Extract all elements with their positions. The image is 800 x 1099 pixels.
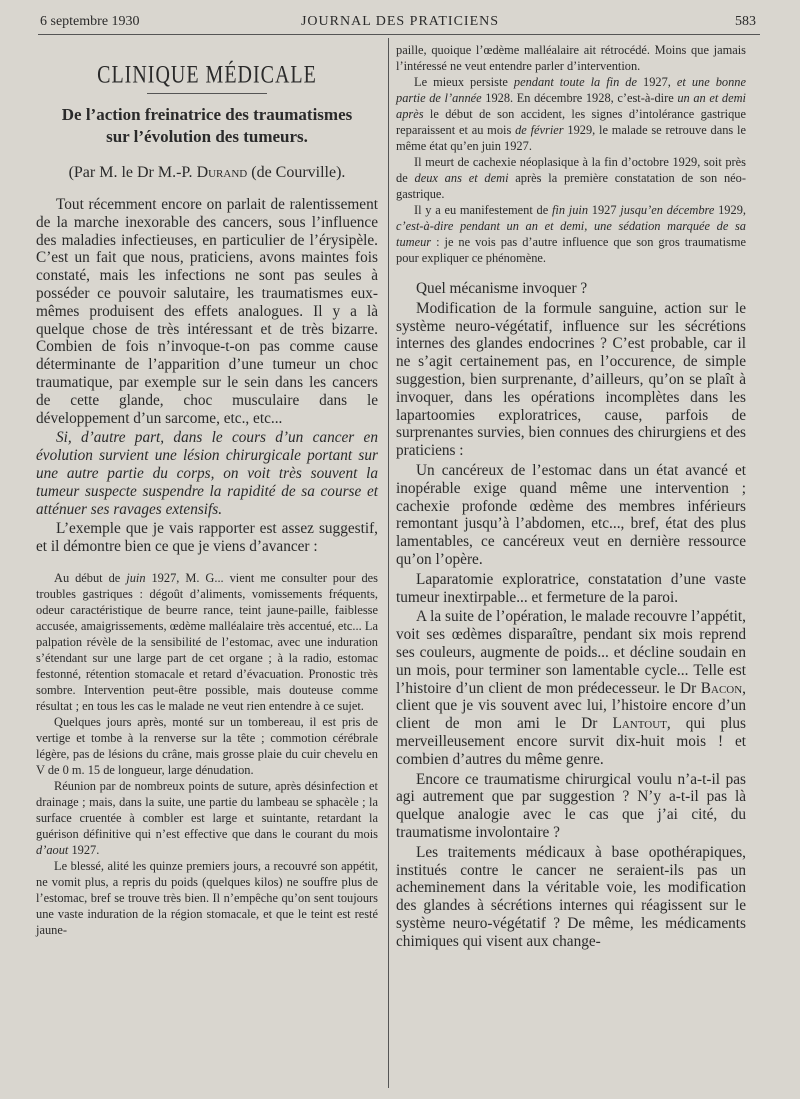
intro-text — [36, 196, 378, 556]
paragraph-laparatomy: Laparatomie exploratrice, constatation d’une vaste tumeur inextirpable... et fermeture de la paroi. — [396, 570, 746, 606]
case-paragraph-8: Il y a eu manifestement de fin juin 1927 jusqu’en décembre 1929, c’est-à-dire pendant un an et demi, une sédation marquée de sa tumeur : je ne vois pas d’autre influence que son gros traumatisme pour expliquer ce phénomène. — [396, 203, 746, 265]
left-column — [36, 42, 378, 938]
case-report — [36, 570, 378, 938]
case-paragraph-5: paille, quoique l’œdème malléalaire ait rétrocédé. Moins que jamais l’intéressé ne veut entendre parler d’intervention. — [396, 43, 746, 73]
byline-suffix: (de Courville). — [251, 164, 346, 181]
paragraph-cancer-case: Un cancéreux de l’estomac dans un état avancé et inopérable exige quand même une intervention ; cachexie profonde œdème des membres inférieurs remontant jusqu’à l’abdomen, etc..., bref, état des plus lamentables, ce cancéreux veut en dernière ressource qu’on l’opère. — [396, 461, 746, 568]
issue-date: 6 septembre 1930 — [40, 14, 140, 29]
journal-title: JOURNAL DES PRATICIENS — [300, 14, 500, 29]
article-title-line-1: De l’action freinatrice des traumatismes — [61, 105, 353, 124]
byline — [36, 164, 378, 182]
paragraph-mechanism: Modification de la formule sanguine, action sur le système neuro-végétatif, influence sur les sécrétions internes des glandes endocrines ? C’est probable, car il ne s’agit certainement pas, en l’occurence, de simple suggestion, bien surprenante, d’ailleurs, qu’on se plaît à invoquer, dans les opérations incomplètes dans les lapartoomies exploratrices, cause, parfois de surprenantes survies, bien connues des chirurgiens et des praticiens : — [396, 299, 746, 460]
paragraph-outcome: A la suite de l’opération, le malade recouvre l’appétit, voit ses œdèmes disparaître, pendant six mois reprend ses couleurs, augmente de poids... et décline soudain en un mois, pour terminer son lamentable cycle... Telle est l’histoire d’un client de mon prédecesseur. le Dr Bacon, client que je vis souvent avec lui, l’histoire encore d’un client de mon ami le Dr Lantout, qui plus merveilleusement encore survit dix-huit mois ! et combien d’autres du même genre. — [396, 608, 746, 768]
paragraph-intro: Tout récemment encore on parlait de ralentissement de la marche inexorable des cancers, sous l’influence des maladies infectieuses, en particulier de l’érysipèle. C’est un fait que nous, praticiens, avons maintes fois constaté, mais les infections ne sont pas seules à posséder ce pouvoir salutaire, les traumatismes eux-mêmes produisent des effets analogues. Il y a là quelque chose de très intéressant et de très bizarre. Combien de fois n’invoque-t-on pas comme cause déterminante de l’apparition d’une tumeur un choc traumatique, par exemple sur le sein dans les cancers de cette glande, choc musculaire dans le développement d’un sarcome, etc., etc... — [36, 196, 378, 427]
header-rule — [38, 34, 760, 35]
case-paragraph-1: Au début de juin 1927, M. G... vient me consulter pour des troubles gastriques : dégoût d’aliments, vomissements fréquents, odeur caractéristique de beurre rance, teint jaune-paille, faiblesse accusée, amaigrissements, œdème malléalaire très accentué, etc... La palpation révèle de la sensibilité de l’estomac, avec une induration s’étendant sur une large part de cet organe ; à la radio, estomac festonné, rétention stomacale et retard d’évacuation. Pronostic très sombre. Intervention peut-être possible, mais douteuse comme résultat ; en tous les cas le malade ne veut rien entendre à ce sujet. — [36, 570, 378, 713]
running-head — [0, 0, 800, 34]
author-name: Durand — [196, 164, 248, 181]
paragraph-example-lead: L’exemple que je vais rapporter est assez suggestif, et il démontre bien ce que je viens d’avancer : — [36, 520, 378, 556]
article-title-line-2: sur l’évolution des tumeurs. — [106, 127, 308, 146]
paragraph-italic-thesis: Si, d’autre part, dans le cours d’un cancer en évolution survient une lésion chirurgicale portant sur une autre partie du corps, on voit très souvent la tumeur suspecte suspendre la rapidité de sa course et atténuer ses ravages extensifs. — [36, 429, 378, 518]
right-column — [396, 42, 746, 950]
case-report-continued — [396, 42, 746, 266]
case-paragraph-3: Réunion par de nombreux points de suture, après désinfection et drainage ; mais, dans la suite, une partie du lambeau se sphacèle ; la surface cruentée à combler est large et suintante, retardant la guérison définitive qui n’est effective que dans le courant du mois d’aout 1927. — [36, 778, 378, 857]
section-title: CLINIQUE MÉDICALE — [97, 61, 317, 89]
page-number: 583 — [735, 14, 756, 29]
case-paragraph-7: Il meurt de cachexie néoplasique à la fin d’octobre 1929, soit près de deux ans et demi après la première constatation de son néo-gastrique. — [396, 155, 746, 201]
byline-prefix: (Par M. le Dr M.-P. — [68, 164, 193, 181]
article-title — [36, 104, 378, 148]
case-paragraph-6: Le mieux persiste pendant toute la fin de 1927, et une bonne partie de l’année 1928. En décembre 1928, c’est-à-dire un an et demi après le début de son accident, les signes d’intolérance gastrique reparaissent et au mois de février 1929, le malade se retrouve dans le même état qu’en juin 1927. — [396, 75, 747, 153]
column-divider — [388, 38, 389, 1088]
title-rule — [147, 93, 267, 94]
case-paragraph-2: Quelques jours après, monté sur un tombereau, il est pris de vertige et tombe à la renverse sur la tête ; commotion cérébrale légère, pas de lésions du crâne, mais grosse plaie du cuir chevelu en V de 0 m. 15 de longueur, large dénudation. — [36, 714, 378, 777]
discussion-text — [396, 280, 746, 950]
paragraph-suggestion: Encore ce traumatisme chirurgical voulu n’a-t-il pas agi autrement que par suggestion ? N’y a-t-il pas là quelque analogie avec le cas que j’ai cité, du traumatisme involontaire ? — [396, 770, 746, 841]
paragraph-question: Quel mécanisme invoquer ? — [416, 280, 588, 297]
paragraph-treatments: Les traitements médicaux à base opothérapiques, institués contre le cancer ne seraient-ils pas un acheminement dans la véritable voie, les modification des glandes à sécrétions internes qui réagissent sur le système neuro-végétatif ? De même, les médicaments chimiques qui visent aux change- — [396, 843, 746, 950]
case-paragraph-4: Le blessé, alité les quinze premiers jours, a recouvré son appétit, ne vomit plus, a repris du poids (quelques kilos) ne souffre plus de l’estomac, bref se trouve très bien. Il n’empêche qu’on sent toujours une vaste induration de la région stomacale, et que le teint est resté jaune- — [36, 858, 378, 937]
